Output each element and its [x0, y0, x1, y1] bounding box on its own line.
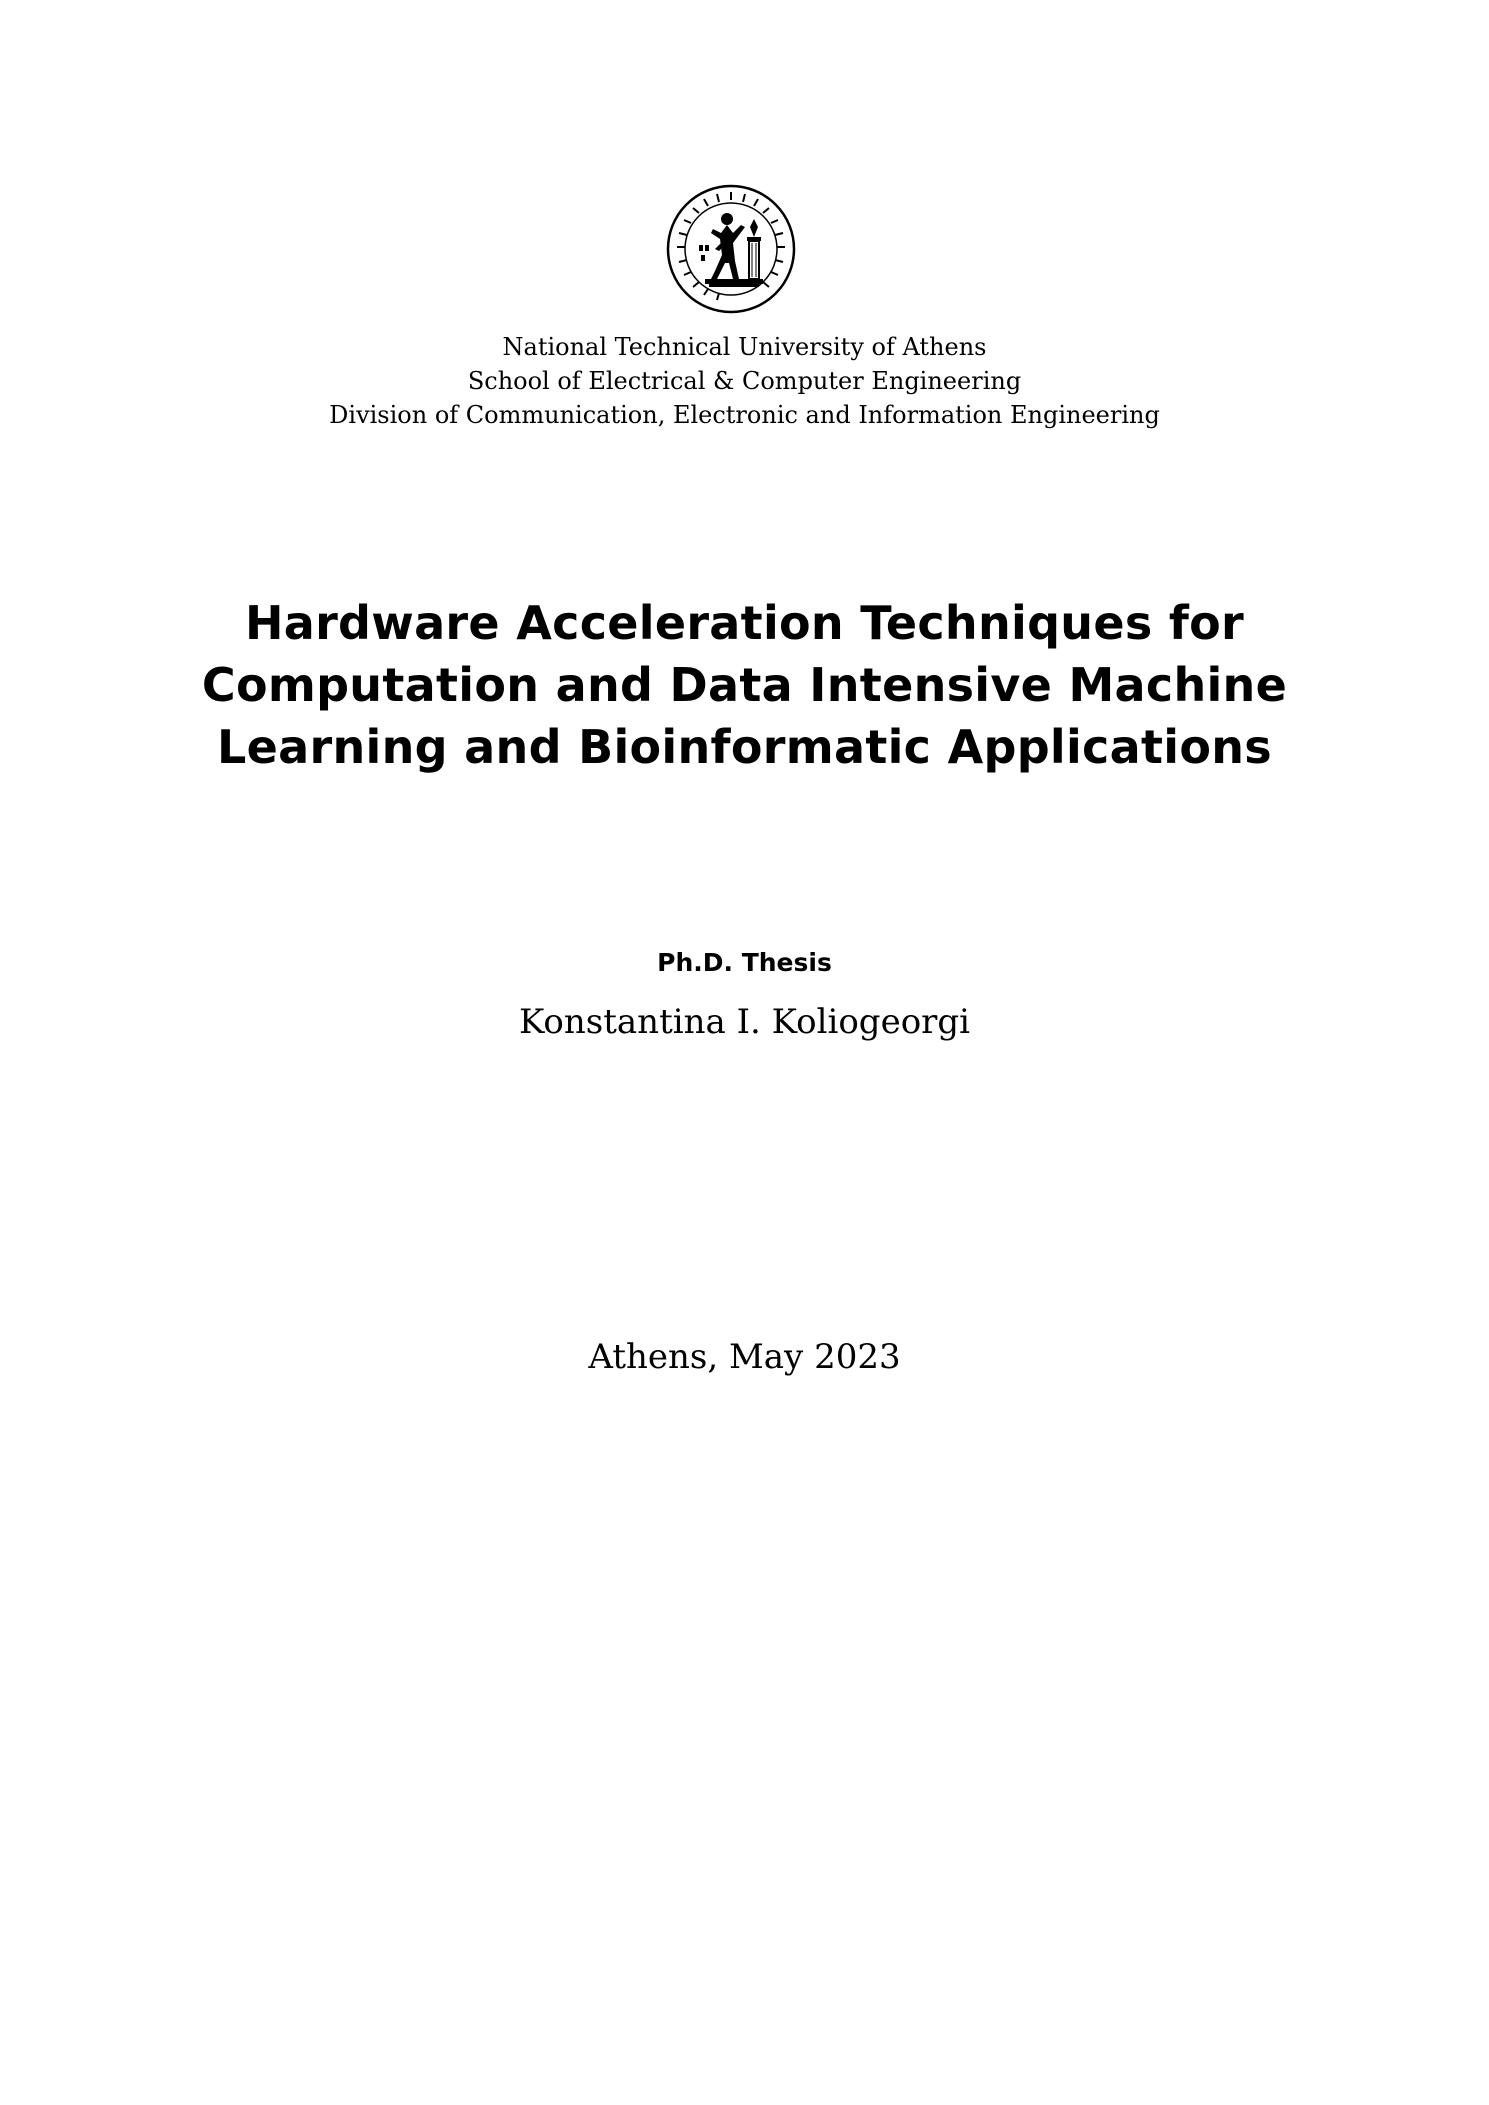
- title-line: Computation and Data Intensive Machine: [201, 658, 1288, 712]
- thesis-title: [0, 592, 1489, 778]
- institution-block: [0, 330, 1489, 432]
- thesis-type: Ph.D. Thesis: [657, 948, 832, 977]
- division-name: Division of Communication, Electronic and Information Engineering: [329, 401, 1160, 429]
- author-name: Konstantina I. Koliogeorgi: [518, 1002, 971, 1042]
- place-date: Athens, May 2023: [588, 1337, 901, 1377]
- school-name: School of Electrical & Computer Engineering: [467, 367, 1022, 395]
- university-name: National Technical University of Athens: [502, 333, 987, 361]
- university-seal-icon: [665, 183, 797, 315]
- title-line: Learning and Bioinformatic Applications: [217, 720, 1272, 774]
- title-line: Hardware Acceleration Techniques for: [244, 596, 1245, 650]
